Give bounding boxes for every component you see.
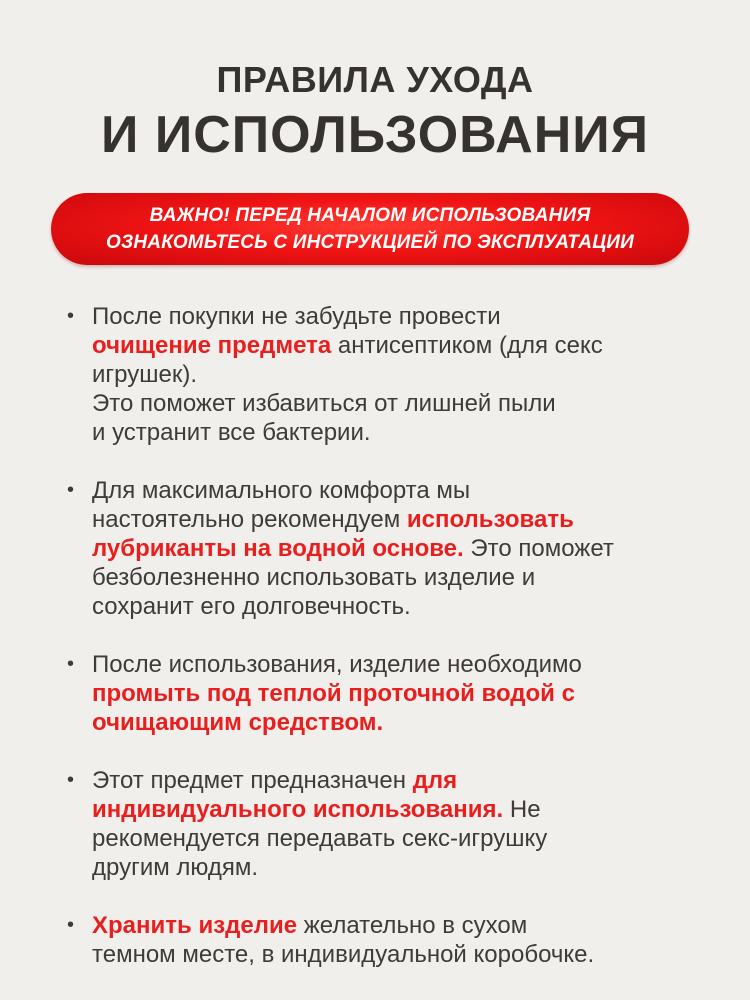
item-text-line: и устранит все бактерии. xyxy=(92,419,371,446)
banner-line-2: ОЗНАКОМЬТЕСЬ С ИНСТРУКЦИЕЙ ПО ЭКСПЛУАТАЦИИ xyxy=(105,232,635,253)
bullet-icon: • xyxy=(67,305,75,327)
item-text-line: Это поможет избавиться от лишней пыли xyxy=(92,390,556,417)
bullet-icon: • xyxy=(67,914,75,936)
item-text-line xyxy=(92,534,710,563)
item-text: антисептиком (для секс xyxy=(331,332,603,359)
list-item-storage xyxy=(60,911,710,969)
item-text-line: темном месте, в индивидуальной коробочке. xyxy=(92,941,595,968)
item-text-line: игрушек). xyxy=(92,361,197,388)
highlight-text: промыть под теплой проточной водой с xyxy=(92,680,575,707)
highlight-text: Хранить изделие xyxy=(92,912,298,939)
list-item-washing xyxy=(60,650,710,737)
item-text: Не xyxy=(503,796,541,823)
item-text-line xyxy=(92,766,710,795)
page-title-line-1: ПРАВИЛА УХОДА xyxy=(216,59,534,100)
highlight-text: очищение предмета xyxy=(92,332,332,359)
item-text-line: Для максимального комфорта мы xyxy=(92,477,471,504)
item-text: настоятельно рекомендуем xyxy=(92,506,407,533)
item-text: Это поможет xyxy=(463,535,614,562)
list-item-lubricants xyxy=(60,476,710,621)
highlight-text: для xyxy=(412,767,458,794)
highlight-text: использовать xyxy=(406,506,574,533)
list-item-cleaning xyxy=(60,302,710,447)
item-text: Этот предмет предназначен xyxy=(92,767,413,794)
highlight-text: очищающим средством. xyxy=(92,709,384,736)
highlight-text: лубриканты на водной основе. xyxy=(92,535,464,562)
bullet-icon: • xyxy=(67,479,75,501)
important-notice-banner xyxy=(51,193,689,265)
item-text-line: После использования, изделие необходимо xyxy=(92,651,582,678)
list-item-individual-use xyxy=(60,766,710,882)
item-text-line xyxy=(92,911,710,940)
bullet-icon: • xyxy=(67,769,75,791)
page-title-line-2: И ИСПОЛЬЗОВАНИЯ xyxy=(101,106,649,164)
item-text-line: другим людям. xyxy=(92,854,259,881)
item-text-line xyxy=(92,505,710,534)
item-text-line: После покупки не забудьте провести xyxy=(92,303,501,330)
care-rules-list xyxy=(60,302,710,998)
item-text-line: сохранит его долговечность. xyxy=(92,593,411,620)
item-text: желательно в сухом xyxy=(297,912,528,939)
item-text-line xyxy=(92,331,710,360)
banner-line-1: ВАЖНО! ПЕРЕД НАЧАЛОМ ИСПОЛЬЗОВАНИЯ xyxy=(149,205,591,226)
bullet-icon: • xyxy=(67,653,75,675)
highlight-text: индивидуального использования. xyxy=(92,796,504,823)
item-text-line: безболезненно использовать изделие и xyxy=(92,564,536,591)
item-text-line xyxy=(92,795,710,824)
item-text-line: рекомендуется передавать секс-игрушку xyxy=(92,825,548,852)
